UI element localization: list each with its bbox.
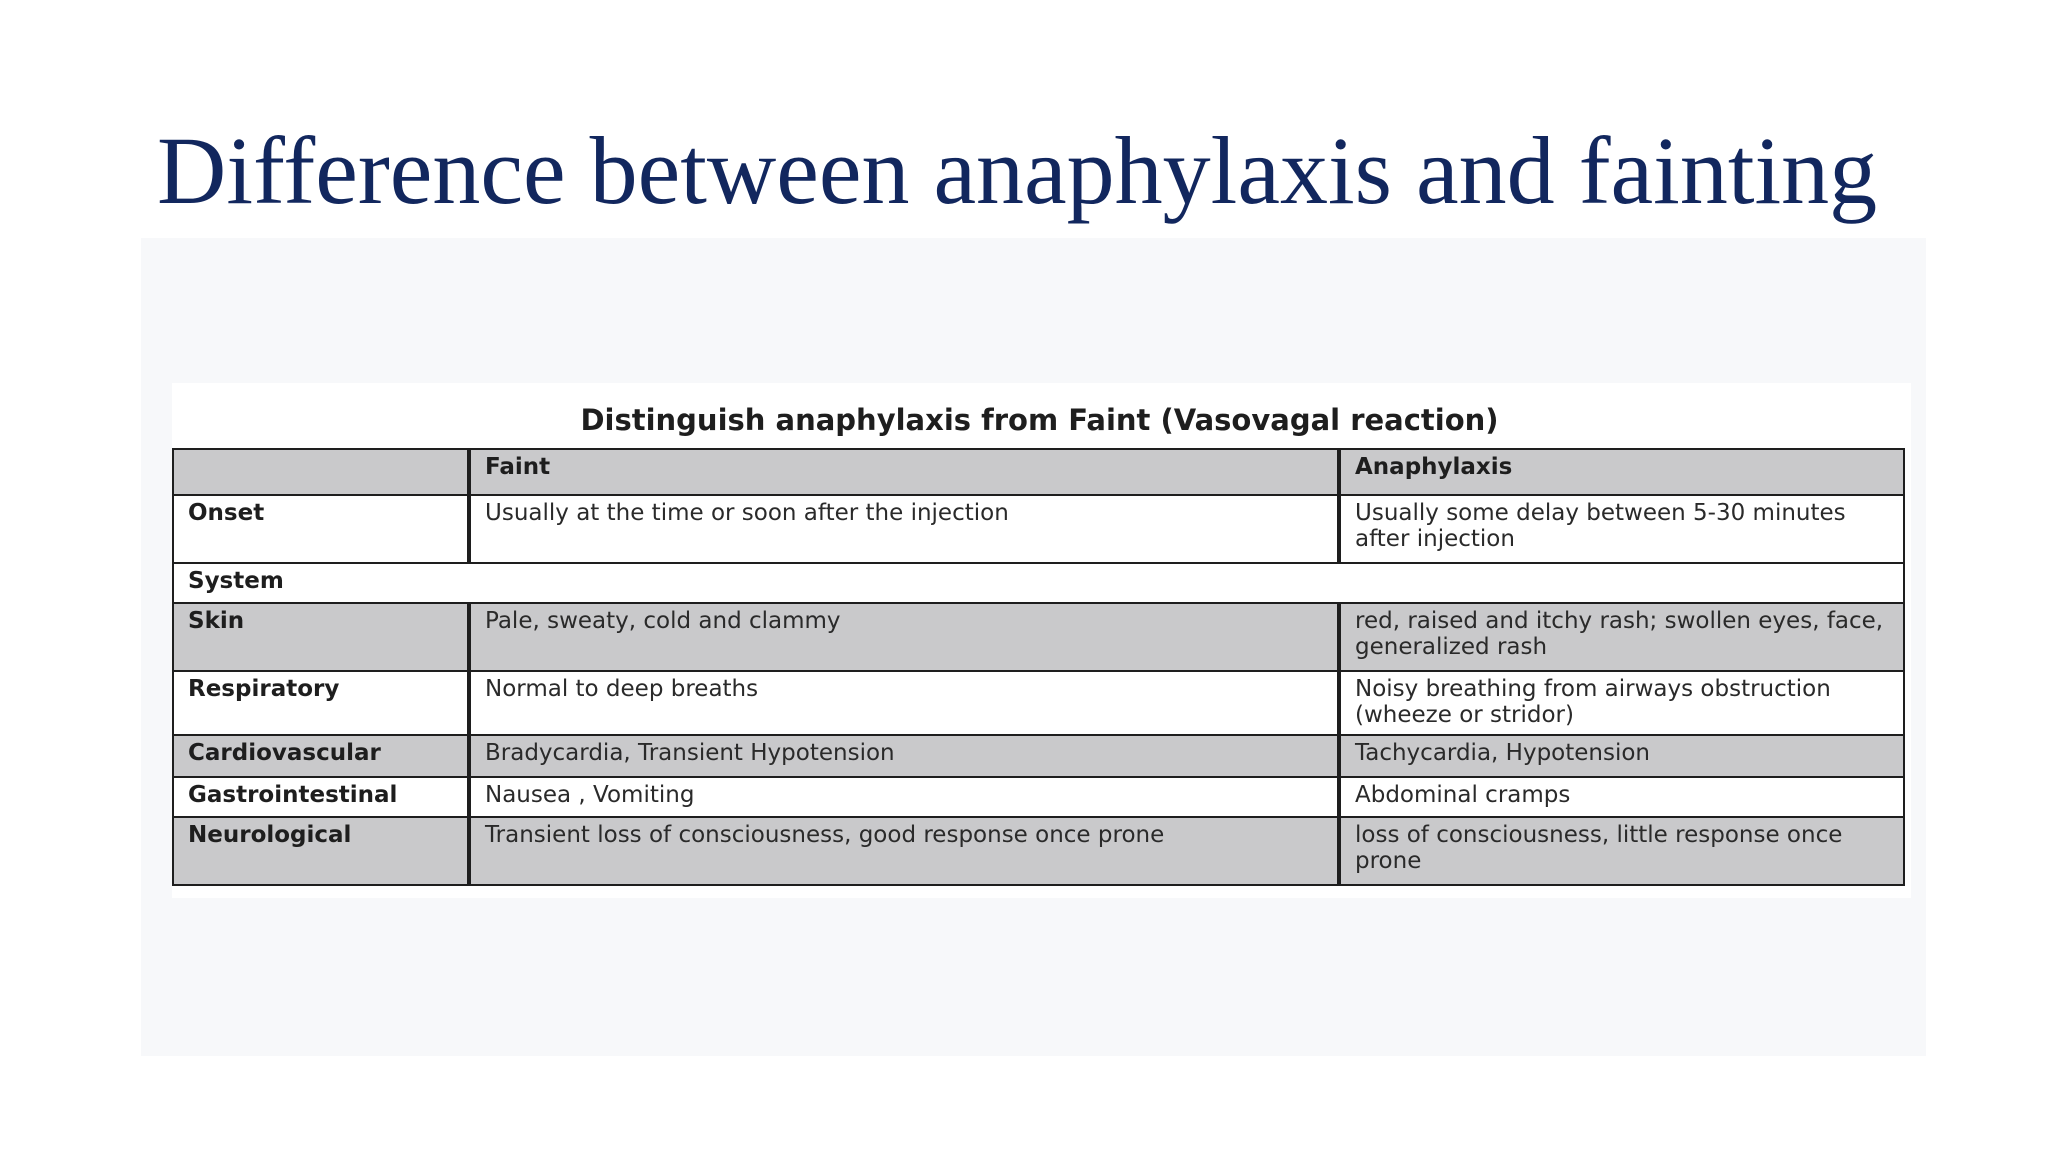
row-label-respiratory: Respiratory	[173, 671, 469, 735]
cell-anaphylaxis-cardiovascular: Tachycardia, Hypotension	[1339, 735, 1904, 777]
table-row-neurological	[173, 817, 1904, 885]
table-image	[141, 238, 1926, 1056]
cell-faint-gastrointestinal: Nausea , Vomiting	[469, 777, 1339, 817]
cell-anaphylaxis-neurological: loss of consciousness, little response once prone	[1339, 817, 1904, 885]
header-faint: Faint	[469, 449, 1339, 495]
row-label-onset: Onset	[173, 495, 469, 563]
cell-faint-neurological: Transient loss of consciousness, good response once prone	[469, 817, 1339, 885]
cell-faint-onset: Usually at the time or soon after the injection	[469, 495, 1339, 563]
table-header-row	[173, 449, 1904, 495]
table-caption: Distinguish anaphylaxis from Faint (Vasovagal reaction)	[580, 403, 1499, 437]
slide-title: Difference between anaphylaxis and fainting	[157, 117, 1878, 224]
table-row-system	[173, 563, 1904, 603]
row-label-cardiovascular: Cardiovascular	[173, 735, 469, 777]
row-label-skin: Skin	[173, 603, 469, 671]
cell-anaphylaxis-respiratory: Noisy breathing from airways obstruction (wheeze or stridor)	[1339, 671, 1904, 735]
row-label-neurological: Neurological	[173, 817, 469, 885]
header-empty-cell	[173, 449, 469, 495]
header-anaphylaxis: Anaphylaxis	[1339, 449, 1904, 495]
cell-anaphylaxis-onset: Usually some delay between 5-30 minutes after injection	[1339, 495, 1904, 563]
table-row-skin	[173, 603, 1904, 671]
row-label-system: System	[173, 563, 1904, 603]
table-row-respiratory	[173, 671, 1904, 735]
cell-faint-respiratory: Normal to deep breaths	[469, 671, 1339, 735]
cell-faint-cardiovascular: Bradycardia, Transient Hypotension	[469, 735, 1339, 777]
row-label-gastrointestinal: Gastrointestinal	[173, 777, 469, 817]
table-row-onset	[173, 495, 1904, 563]
cell-anaphylaxis-skin: red, raised and itchy rash; swollen eyes, face, generalized rash	[1339, 603, 1904, 671]
table-row-gastrointestinal	[173, 777, 1904, 817]
comparison-table	[172, 448, 1905, 886]
cell-faint-skin: Pale, sweaty, cold and clammy	[469, 603, 1339, 671]
table-row-cardiovascular	[173, 735, 1904, 777]
comparison-table-card	[172, 383, 1911, 898]
cell-anaphylaxis-gastrointestinal: Abdominal cramps	[1339, 777, 1904, 817]
